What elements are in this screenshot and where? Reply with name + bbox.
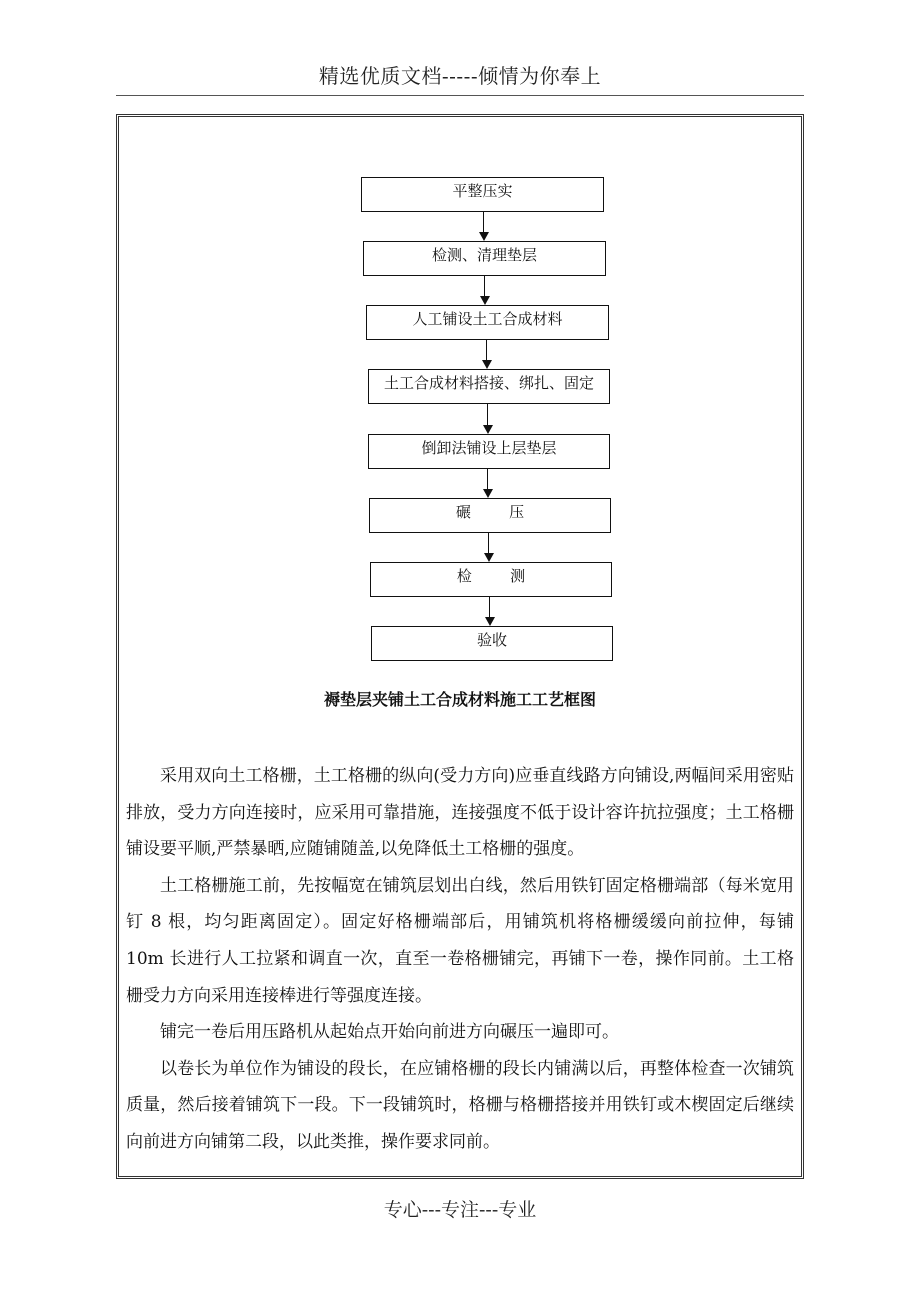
flow-step-3: 人工铺设土工合成材料 <box>366 305 609 340</box>
body-text <box>126 758 794 1161</box>
flow-arrow-head-3 <box>482 360 492 369</box>
paragraph-1: 采用双向土工格栅，土工格栅的纵向(受力方向)应垂直线路方向铺设,两幅间采用密贴排放，受力方向连接时，应采用可靠措施，连接强度不低于设计容许抗拉强度；土工格栅铺设要平顺,严禁暴晒,应随铺随盖,以免降低土工格栅的强度。 <box>126 766 794 860</box>
flow-arrow-6 <box>488 533 489 554</box>
flow-step-8: 验收 <box>371 626 613 661</box>
flow-arrow-3 <box>486 340 487 361</box>
flow-arrow-head-1 <box>479 232 489 241</box>
flow-arrow-1 <box>483 212 484 233</box>
paragraph-3: 铺完一卷后用压路机从起始点开始向前进方向碾压一遍即可。 <box>160 1022 619 1043</box>
flow-step-4: 土工合成材料搭接、绑扎、固定 <box>368 369 610 404</box>
flow-arrow-head-7 <box>485 617 495 626</box>
page-footer: 专心---专注---专业 <box>383 1199 537 1221</box>
flow-arrow-7 <box>489 597 490 618</box>
header-rule <box>116 95 804 96</box>
flowchart-caption: 褥垫层夹铺土工合成材料施工工艺框图 <box>323 690 596 709</box>
flow-step-1: 平整压实 <box>361 177 604 212</box>
paragraph-2: 土工格栅施工前，先按幅宽在铺筑层划出白线，然后用铁钉固定格栅端部（每米宽用钉 8 根，均匀距离固定）。固定好格栅端部后，用铺筑机将格栅缓缓向前拉伸，每铺 10m 长进行人工拉紧和调直一次，直至一卷格栅铺完，再铺下一卷，操作同前。土工格栅受力方向采用连接棒进行等强度连接。 <box>126 875 794 1006</box>
flow-step-2: 检测、清理垫层 <box>363 241 606 276</box>
flow-arrow-5 <box>487 469 488 490</box>
flow-arrow-2 <box>484 276 485 297</box>
flow-arrow-head-6 <box>484 553 494 562</box>
flow-step-6: 碾 压 <box>369 498 611 533</box>
flow-arrow-head-2 <box>480 296 490 305</box>
flow-arrow-head-5 <box>483 489 493 498</box>
flow-arrow-4 <box>487 404 488 426</box>
paragraph-4: 以卷长为单位作为铺设的段长，在应铺格栅的段长内铺满以后，再整体检查一次铺筑质量，然后接着铺筑下一段。下一段铺筑时，格栅与格栅搭接并用铁钉或木楔固定后继续向前进方向铺第二段，以此类推，操作要求同前。 <box>126 1058 794 1152</box>
flow-step-5: 倒卸法铺设上层垫层 <box>368 434 610 469</box>
flow-arrow-head-4 <box>483 425 493 434</box>
flow-step-7: 检 测 <box>370 562 612 597</box>
page-header: 精选优质文档-----倾情为你奉上 <box>318 64 602 88</box>
